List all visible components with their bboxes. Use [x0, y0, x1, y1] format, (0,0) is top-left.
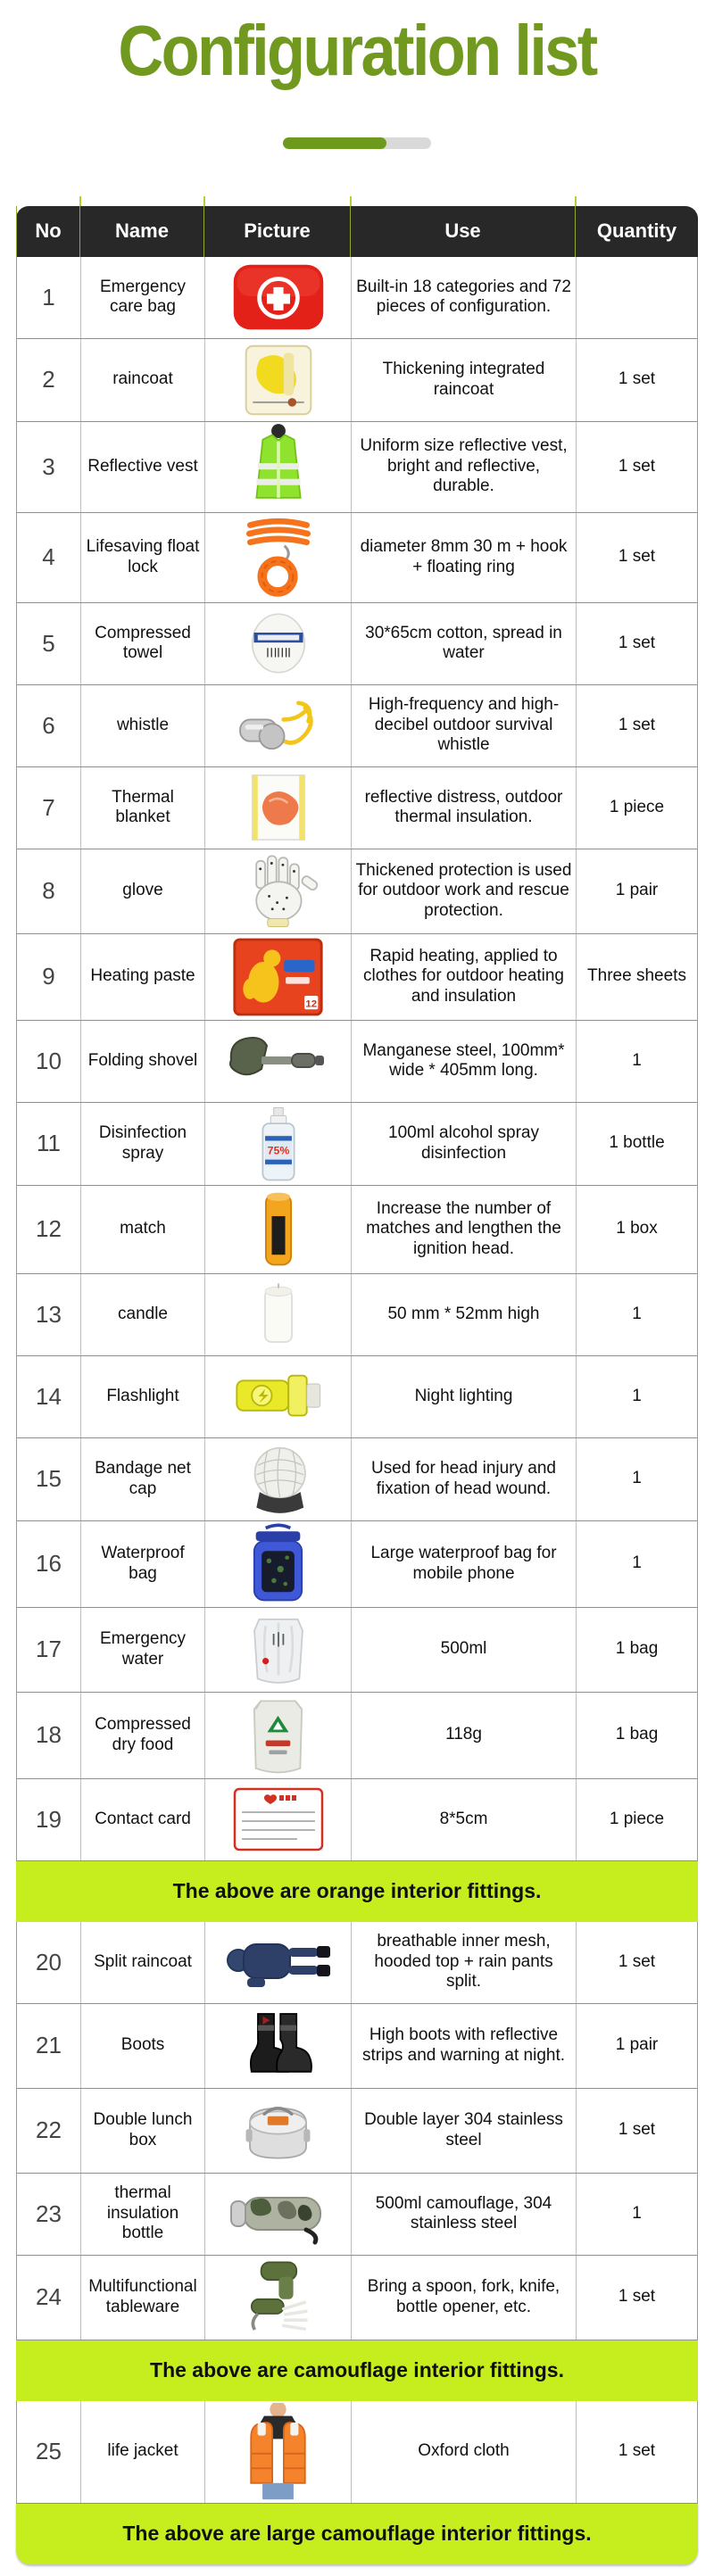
item-name: Disinfection spray — [80, 1103, 204, 1185]
row-number: 25 — [36, 2438, 62, 2465]
item-quantity: 1 — [576, 2174, 697, 2255]
row-number: 5 — [42, 629, 55, 657]
table-row — [16, 1693, 698, 1779]
row-number: 3 — [42, 452, 55, 480]
item-use: Used for head injury and fixation of head wound. — [351, 1438, 576, 1520]
table-row — [16, 339, 698, 422]
item-name: Heating paste — [80, 934, 204, 1020]
item-name: Reflective vest — [80, 422, 204, 512]
item-use: Manganese steel, 100mm* wide * 405mm long. — [351, 1021, 576, 1102]
column-header-name: Name — [79, 206, 203, 257]
item-name: Double lunch box — [80, 2089, 204, 2173]
item-use: 500ml camouflage, 304 stainless steel — [351, 2174, 576, 2255]
folding-shovel-icon — [204, 1021, 351, 1102]
camo-bottle-icon — [204, 2174, 351, 2255]
candle-icon — [204, 1274, 351, 1355]
boots-icon — [204, 2004, 351, 2088]
row-number: 21 — [36, 2032, 62, 2059]
water-bag-icon — [204, 1608, 351, 1692]
table-body — [16, 257, 698, 2564]
item-use: Thickening integrated raincoat — [351, 339, 576, 421]
row-number: 17 — [36, 1636, 62, 1663]
row-number: 6 — [42, 711, 55, 739]
item-name: match — [80, 1186, 204, 1273]
reflective-vest-icon — [204, 422, 351, 512]
item-name: life jacket — [80, 2401, 204, 2503]
item-use: 100ml alcohol spray disinfection — [351, 1103, 576, 1185]
row-number: 11 — [37, 1130, 61, 1157]
match-tube-icon — [204, 1186, 351, 1273]
item-name: Split raincoat — [80, 1922, 204, 2003]
section-banner: The above are camouflage interior fittings. — [16, 2340, 698, 2401]
item-quantity: 1 set — [576, 513, 697, 602]
spray-bottle-icon — [204, 1103, 351, 1185]
table-row — [16, 422, 698, 513]
column-header-quantity: Quantity — [575, 206, 698, 257]
row-number: 12 — [36, 1215, 62, 1243]
thermal-blanket-icon — [204, 767, 351, 849]
item-name: Waterproof bag — [80, 1521, 204, 1607]
net-cap-icon — [204, 1438, 351, 1520]
item-use: Oxford cloth — [351, 2401, 576, 2503]
heating-paste-icon — [204, 934, 351, 1020]
item-name: candle — [80, 1274, 204, 1355]
item-use: Double layer 304 stainless steel — [351, 2089, 576, 2173]
flashlight-icon — [204, 1356, 351, 1437]
item-use: diameter 8mm 30 m + hook + floating ring — [351, 513, 576, 602]
item-quantity: 1 — [576, 1438, 697, 1520]
item-use: 30*65cm cotton, spread in water — [351, 603, 576, 684]
split-raincoat-icon — [204, 1922, 351, 2003]
first-aid-bag-icon — [204, 257, 351, 338]
table-row — [16, 1608, 698, 1693]
row-number: 14 — [36, 1382, 62, 1410]
table-row — [16, 1438, 698, 1521]
table-row — [16, 257, 698, 339]
column-header-use: Use — [350, 206, 575, 257]
item-use: Large waterproof bag for mobile phone — [351, 1521, 576, 1607]
table-row — [16, 1521, 698, 1608]
item-quantity: 1 set — [576, 603, 697, 684]
row-number: 10 — [36, 1047, 62, 1074]
table-row — [16, 685, 698, 767]
item-quantity: 1 set — [576, 2401, 697, 2503]
row-number: 4 — [42, 543, 55, 571]
table-row — [16, 513, 698, 603]
table-row — [16, 2401, 698, 2504]
item-use: breathable inner mesh, hooded top + rain pants split. — [351, 1922, 576, 2003]
table-row — [16, 2089, 698, 2174]
compressed-towel-icon — [204, 603, 351, 684]
item-quantity: 1 — [576, 1021, 697, 1102]
item-name: whistle — [80, 685, 204, 766]
item-name: Multifunctional tableware — [80, 2256, 204, 2340]
table-row — [16, 1021, 698, 1103]
item-quantity: 1 bag — [576, 1693, 697, 1778]
underline-green-segment — [283, 137, 386, 149]
item-use: 50 mm * 52mm high — [351, 1274, 576, 1355]
title-underline — [283, 137, 431, 149]
table-row — [16, 849, 698, 934]
item-use: High boots with reflective strips and warning at night. — [351, 2004, 576, 2088]
row-number: 9 — [42, 963, 55, 990]
item-use: Thickened protection is used for outdoor work and rescue protection. — [351, 849, 576, 933]
item-name: Compressed dry food — [80, 1693, 204, 1778]
item-use: Night lighting — [351, 1356, 576, 1437]
item-quantity: Three sheets — [576, 934, 697, 1020]
item-name: Thermal blanket — [80, 767, 204, 849]
item-quantity: 1 set — [576, 2089, 697, 2173]
row-number: 23 — [36, 2199, 62, 2227]
table-row — [16, 1922, 698, 2004]
row-number: 2 — [42, 366, 55, 393]
item-name: Boots — [80, 2004, 204, 2088]
table-row — [16, 1356, 698, 1438]
item-name: glove — [80, 849, 204, 933]
item-use: 500ml — [351, 1608, 576, 1692]
table-row — [16, 1103, 698, 1186]
table-row — [16, 934, 698, 1021]
table-row — [16, 603, 698, 685]
item-name: Flashlight — [80, 1356, 204, 1437]
header-tick — [575, 196, 577, 206]
item-quantity: 1 piece — [576, 767, 697, 849]
configuration-table — [16, 206, 698, 2564]
section-banner: The above are orange interior fittings. — [16, 1861, 698, 1922]
item-quantity: 1 — [576, 1356, 697, 1437]
row-number: 24 — [36, 2283, 62, 2311]
row-number: 18 — [36, 1721, 62, 1749]
svg-text:12: 12 — [305, 998, 318, 1010]
table-row — [16, 767, 698, 849]
item-quantity: 1 — [576, 1521, 697, 1607]
page-title: Configuration list — [118, 11, 596, 90]
multitool-icon — [204, 2256, 351, 2340]
item-use: 8*5cm — [351, 1779, 576, 1860]
item-use: Built-in 18 categories and 72 pieces of configuration. — [351, 257, 576, 338]
row-number: 15 — [36, 1465, 62, 1493]
header-tick — [350, 196, 352, 206]
item-quantity: 1 — [576, 1274, 697, 1355]
item-quantity: 1 piece — [576, 1779, 697, 1860]
table-header — [16, 206, 698, 257]
item-quantity: 1 pair — [576, 2004, 697, 2088]
row-number: 19 — [36, 1805, 62, 1833]
item-quantity: 1 set — [576, 422, 697, 512]
row-number: 1 — [42, 283, 55, 311]
waterproof-pouch-icon — [204, 1521, 351, 1607]
row-number: 16 — [36, 1550, 62, 1578]
item-quantity: 1 set — [576, 1922, 697, 2003]
item-use: Increase the number of matches and lengthen the ignition head. — [351, 1186, 576, 1273]
item-name: Emergency water — [80, 1608, 204, 1692]
dry-food-icon — [204, 1693, 351, 1778]
item-quantity: 1 bottle — [576, 1103, 697, 1185]
row-number: 7 — [42, 793, 55, 821]
row-number: 8 — [42, 877, 55, 905]
item-quantity: 1 set — [576, 339, 697, 421]
item-quantity — [576, 257, 697, 338]
item-name: Compressed towel — [80, 603, 204, 684]
item-quantity: 1 box — [576, 1186, 697, 1273]
item-use: Rapid heating, applied to clothes for outdoor heating and insulation — [351, 934, 576, 1020]
table-row — [16, 1186, 698, 1274]
table-row — [16, 1274, 698, 1356]
column-header-picture: Picture — [203, 206, 350, 257]
column-header-no: No — [16, 206, 79, 257]
table-row — [16, 2256, 698, 2340]
item-quantity: 1 pair — [576, 849, 697, 933]
row-number: 13 — [36, 1300, 62, 1328]
header-tick — [203, 196, 205, 206]
item-quantity: 1 set — [576, 2256, 697, 2340]
item-name: thermal insulation bottle — [80, 2174, 204, 2255]
contact-card-icon — [204, 1779, 351, 1860]
row-number: 22 — [36, 2116, 62, 2144]
table-row — [16, 2174, 698, 2256]
table-row — [16, 1779, 698, 1861]
item-name: Emergency care bag — [80, 257, 204, 338]
item-quantity: 1 set — [576, 685, 697, 766]
life-jacket-icon — [204, 2401, 351, 2503]
item-use: Uniform size reflective vest, bright and reflective, durable. — [351, 422, 576, 512]
item-quantity: 1 bag — [576, 1608, 697, 1692]
item-name: Lifesaving float lock — [80, 513, 204, 602]
float-rope-icon — [204, 513, 351, 602]
underline-gray-segment — [381, 137, 431, 149]
raincoat-pack-icon — [204, 339, 351, 421]
table-row — [16, 2004, 698, 2089]
section-banner: The above are large camouflage interior fittings. — [16, 2504, 698, 2564]
svg-text:75%: 75% — [267, 1144, 289, 1157]
whistle-icon — [204, 685, 351, 766]
row-number: 20 — [36, 1948, 62, 1975]
glove-icon — [204, 849, 351, 933]
lunch-box-icon — [204, 2089, 351, 2173]
header-tick — [79, 196, 81, 206]
item-name: Folding shovel — [80, 1021, 204, 1102]
item-use: Bring a spoon, fork, knife, bottle opener, etc. — [351, 2256, 576, 2340]
item-use: reflective distress, outdoor thermal insulation. — [351, 767, 576, 849]
item-name: raincoat — [80, 339, 204, 421]
item-use: 118g — [351, 1693, 576, 1778]
item-name: Contact card — [80, 1779, 204, 1860]
item-use: High-frequency and high-decibel outdoor survival whistle — [351, 685, 576, 766]
item-name: Bandage net cap — [80, 1438, 204, 1520]
